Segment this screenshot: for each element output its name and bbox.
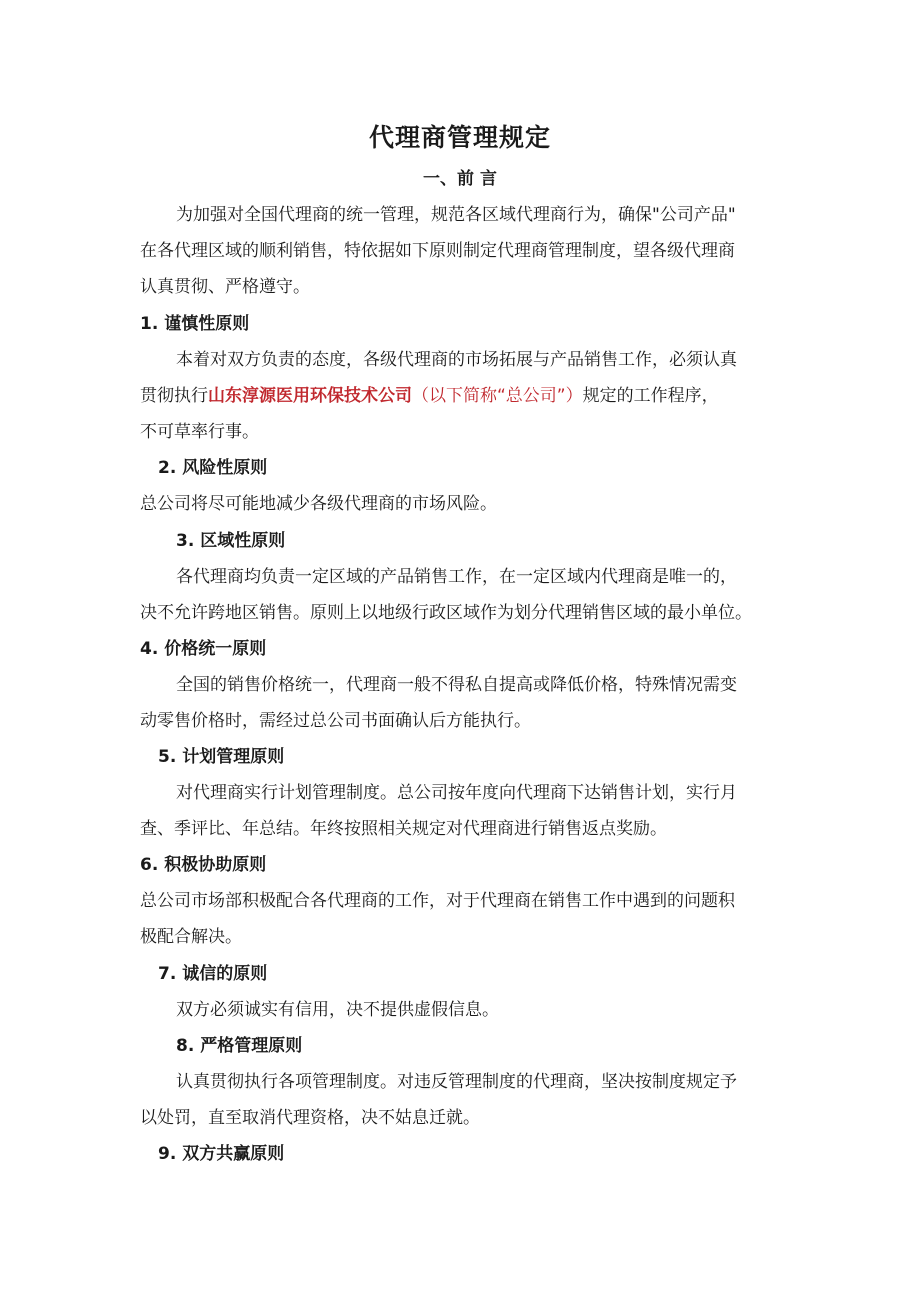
intro-line-1: 为加强对全国代理商的统一管理，规范各区域代理商行为，确保"公司产品" <box>176 205 736 225</box>
section-7-heading: 7. 诚信的原则 <box>158 964 268 984</box>
section-8-heading: 8. 严格管理原则 <box>176 1036 303 1056</box>
section-1-line-2-pre: 贯彻执行 <box>140 386 208 406</box>
section-2-line-1: 总公司将尽可能地减少各级代理商的市场风险。 <box>140 494 497 514</box>
intro-line-3: 认真贯彻、严格遵守。 <box>140 277 310 297</box>
section-7-line-1: 双方必须诚实有信用，决不提供虚假信息。 <box>176 1000 499 1020</box>
section-1-line-2-post: 规定的工作程序， <box>582 386 719 406</box>
section-8-line-1: 认真贯彻执行各项管理制度。对违反管理制度的代理商，坚决按制度规定予 <box>176 1072 737 1092</box>
section-5-line-2: 查、季评比、年总结。年终按照相关规定对代理商进行销售返点奖励。 <box>140 819 667 839</box>
section-8-line-2: 以处罚，直至取消代理资格，决不姑息迁就。 <box>140 1108 480 1128</box>
section-2-heading: 2. 风险性原则 <box>158 458 268 478</box>
section-3-heading: 3. 区域性原则 <box>176 531 286 551</box>
section-1-line-1: 本着对双方负责的态度，各级代理商的市场拓展与产品销售工作，必须认真 <box>176 350 737 370</box>
section-6-heading: 6. 积极协助原则 <box>140 855 267 875</box>
section-6-line-1: 总公司市场部积极配合各代理商的工作，对于代理商在销售工作中遇到的问题积 <box>140 891 735 911</box>
section-3-line-1: 各代理商均负责一定区域的产品销售工作，在一定区域内代理商是唯一的， <box>176 567 737 587</box>
company-alias: （以下简称“总公司”） <box>412 386 583 406</box>
section-subtitle: 一、前 言 <box>423 169 497 189</box>
section-1-line-2 <box>140 384 719 408</box>
section-3-line-2: 决不允许跨地区销售。原则上以地级行政区域作为划分代理销售区域的最小单位。 <box>140 603 752 623</box>
section-5-line-1: 对代理商实行计划管理制度。总公司按年度向代理商下达销售计划，实行月 <box>176 783 737 803</box>
intro-line-2: 在各代理区域的顺利销售，特依据如下原则制定代理商管理制度，望各级代理商 <box>140 241 735 261</box>
company-name: 山东淳源医用环保技术公司 <box>208 386 412 406</box>
section-6-line-2: 极配合解决。 <box>140 927 242 947</box>
section-4-line-2: 动零售价格时，需经过总公司书面确认后方能执行。 <box>140 711 531 731</box>
section-1-heading: 1. 谨慎性原则 <box>140 314 250 334</box>
section-1-line-3: 不可草率行事。 <box>140 422 259 442</box>
section-4-line-1: 全国的销售价格统一，代理商一般不得私自提高或降低价格，特殊情况需变 <box>176 675 737 695</box>
section-4-heading: 4. 价格统一原则 <box>140 639 267 659</box>
section-5-heading: 5. 计划管理原则 <box>158 747 285 767</box>
document-title: 代理商管理规定 <box>368 123 551 152</box>
section-9-heading: 9. 双方共赢原则 <box>158 1144 285 1164</box>
